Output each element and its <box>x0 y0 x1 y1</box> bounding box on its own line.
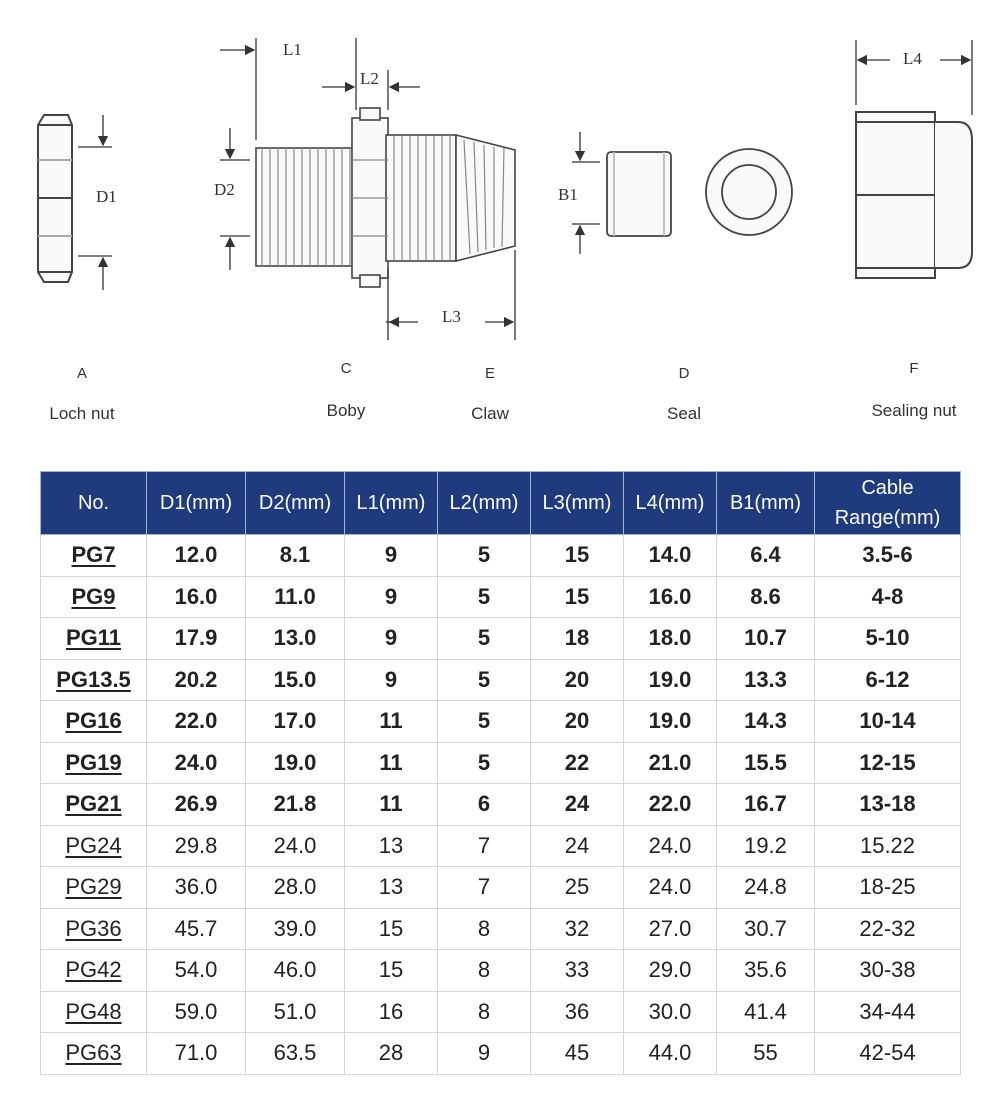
table-cell: 8 <box>438 908 531 950</box>
pg-size-link[interactable]: PG63 <box>41 1033 147 1075</box>
l4-label: L4 <box>903 49 922 68</box>
table-cell: 15.22 <box>815 825 961 867</box>
table-cell: 15.0 <box>246 659 345 701</box>
table-cell: 63.5 <box>246 1033 345 1075</box>
table-cell: 11 <box>345 701 438 743</box>
pg-size-link[interactable]: PG13.5 <box>41 659 147 701</box>
table-cell: 29.8 <box>147 825 246 867</box>
column-header: L4(mm) <box>624 472 717 535</box>
table-cell: 15 <box>531 576 624 618</box>
table-cell: 5 <box>438 535 531 577</box>
table-cell: 21.0 <box>624 742 717 784</box>
table-cell: 4-8 <box>815 576 961 618</box>
table-cell: 24.0 <box>246 825 345 867</box>
table-cell: 10.7 <box>717 618 815 660</box>
table-cell: 5 <box>438 701 531 743</box>
part-f-letter: F <box>909 360 919 377</box>
table-row <box>41 825 961 867</box>
table-cell: 39.0 <box>246 908 345 950</box>
table-cell: 9 <box>345 535 438 577</box>
table-cell: 44.0 <box>624 1033 717 1075</box>
table-cell: 34-44 <box>815 991 961 1033</box>
table-cell: 46.0 <box>246 950 345 992</box>
table-cell: 15 <box>345 950 438 992</box>
table-cell: 8.6 <box>717 576 815 618</box>
part-c-name: Boby <box>326 401 366 420</box>
part-a-letter: A <box>76 365 87 382</box>
column-header: No. <box>41 472 147 535</box>
table-cell: 24.8 <box>717 867 815 909</box>
table-row <box>41 659 961 701</box>
table-cell: 25 <box>531 867 624 909</box>
table-row <box>41 784 961 826</box>
table-cell: 16 <box>345 991 438 1033</box>
table-cell: 42-54 <box>815 1033 961 1075</box>
table-cell: 18.0 <box>624 618 717 660</box>
table-cell: 21.8 <box>246 784 345 826</box>
table-cell: 33 <box>531 950 624 992</box>
table-cell: 10-14 <box>815 701 961 743</box>
pg-size-link[interactable]: PG36 <box>41 908 147 950</box>
column-header: L1(mm) <box>345 472 438 535</box>
table-cell: 30-38 <box>815 950 961 992</box>
table-cell: 7 <box>438 867 531 909</box>
pg-size-link[interactable]: PG7 <box>41 535 147 577</box>
pg-size-link[interactable]: PG19 <box>41 742 147 784</box>
table-cell: 5 <box>438 576 531 618</box>
table-cell: 26.9 <box>147 784 246 826</box>
table-cell: 13 <box>345 825 438 867</box>
table-cell: 24 <box>531 784 624 826</box>
table-cell: 11 <box>345 784 438 826</box>
column-header: D2(mm) <box>246 472 345 535</box>
table-cell: 8 <box>438 991 531 1033</box>
table-cell: 59.0 <box>147 991 246 1033</box>
part-d-name: Seal <box>666 404 702 423</box>
pg-size-link[interactable]: PG29 <box>41 867 147 909</box>
table-cell: 22.0 <box>147 701 246 743</box>
table-cell: 5 <box>438 742 531 784</box>
part-e-name: Claw <box>471 404 509 423</box>
table-cell: 13 <box>345 867 438 909</box>
table-cell: 16.0 <box>624 576 717 618</box>
l2-label: L2 <box>360 69 379 88</box>
table-cell: 54.0 <box>147 950 246 992</box>
table-row <box>41 991 961 1033</box>
table-header-row <box>41 472 961 535</box>
table-cell: 35.6 <box>717 950 815 992</box>
part-e-letter: E <box>484 365 495 382</box>
part-a-name: Loch nut <box>49 404 115 423</box>
table-cell: 28 <box>345 1033 438 1075</box>
table-row <box>41 867 961 909</box>
table-cell: 20 <box>531 659 624 701</box>
table-cell: 16.0 <box>147 576 246 618</box>
table-cell: 7 <box>438 825 531 867</box>
part-c-letter: C <box>340 360 352 377</box>
table-cell: 5-10 <box>815 618 961 660</box>
part-f-name: Sealing nut <box>871 401 957 420</box>
table-cell: 14.0 <box>624 535 717 577</box>
table-cell: 45.7 <box>147 908 246 950</box>
table-cell: 6-12 <box>815 659 961 701</box>
table-cell: 19.2 <box>717 825 815 867</box>
table-cell: 30.7 <box>717 908 815 950</box>
table-row <box>41 742 961 784</box>
table-cell: 15 <box>531 535 624 577</box>
table-cell: 30.0 <box>624 991 717 1033</box>
table-cell: 19.0 <box>624 701 717 743</box>
table-cell: 6 <box>438 784 531 826</box>
table-cell: 17.9 <box>147 618 246 660</box>
table-cell: 45 <box>531 1033 624 1075</box>
table-cell: 36 <box>531 991 624 1033</box>
cable-gland-exploded-diagram <box>0 0 1000 460</box>
table-cell: 24.0 <box>624 825 717 867</box>
table-cell: 8.1 <box>246 535 345 577</box>
table-cell: 41.4 <box>717 991 815 1033</box>
column-header: D1(mm) <box>147 472 246 535</box>
table-cell: 36.0 <box>147 867 246 909</box>
table-cell: 13-18 <box>815 784 961 826</box>
table-cell: 8 <box>438 950 531 992</box>
table-cell: 18 <box>531 618 624 660</box>
d2-label: D2 <box>214 180 235 199</box>
table-row <box>41 576 961 618</box>
table-cell: 32 <box>531 908 624 950</box>
seal-drawing <box>607 149 792 236</box>
table-cell: 13.0 <box>246 618 345 660</box>
table-cell: 29.0 <box>624 950 717 992</box>
table-cell: 20.2 <box>147 659 246 701</box>
table-body <box>41 535 961 1075</box>
table-cell: 20 <box>531 701 624 743</box>
table-cell: 28.0 <box>246 867 345 909</box>
sealing-nut-drawing <box>856 112 972 278</box>
table-cell: 5 <box>438 618 531 660</box>
table-cell: 24.0 <box>624 867 717 909</box>
pg-size-link[interactable]: PG16 <box>41 701 147 743</box>
table-cell: 6.4 <box>717 535 815 577</box>
table-cell: 13.3 <box>717 659 815 701</box>
table-cell: 51.0 <box>246 991 345 1033</box>
pg-size-link[interactable]: PG9 <box>41 576 147 618</box>
table-cell: 15.5 <box>717 742 815 784</box>
column-header: Cable Range(mm) <box>815 472 961 535</box>
pg-size-spec-table <box>40 471 961 1075</box>
table-cell: 12-15 <box>815 742 961 784</box>
table-row <box>41 908 961 950</box>
table-cell: 24 <box>531 825 624 867</box>
table-cell: 9 <box>345 659 438 701</box>
table-cell: 55 <box>717 1033 815 1075</box>
table-cell: 19.0 <box>246 742 345 784</box>
column-header: B1(mm) <box>717 472 815 535</box>
pg-size-link[interactable]: PG24 <box>41 825 147 867</box>
d1-label: D1 <box>96 187 117 206</box>
table-cell: 11.0 <box>246 576 345 618</box>
table-cell: 22.0 <box>624 784 717 826</box>
table-cell: 3.5-6 <box>815 535 961 577</box>
l3-label: L3 <box>442 307 461 326</box>
table-cell: 16.7 <box>717 784 815 826</box>
table-cell: 9 <box>345 576 438 618</box>
table-cell: 12.0 <box>147 535 246 577</box>
table-cell: 22 <box>531 742 624 784</box>
pg-size-link[interactable]: PG48 <box>41 991 147 1033</box>
pg-size-link[interactable]: PG21 <box>41 784 147 826</box>
table-row <box>41 701 961 743</box>
table-cell: 27.0 <box>624 908 717 950</box>
table-cell: 14.3 <box>717 701 815 743</box>
table-row <box>41 535 961 577</box>
b1-label: B1 <box>558 185 578 204</box>
lock-nut-drawing <box>38 115 72 282</box>
table-cell: 5 <box>438 659 531 701</box>
table-row <box>41 1033 961 1075</box>
table-cell: 9 <box>345 618 438 660</box>
table-cell: 15 <box>345 908 438 950</box>
table-cell: 19.0 <box>624 659 717 701</box>
pg-size-link[interactable]: PG11 <box>41 618 147 660</box>
pg-size-link[interactable]: PG42 <box>41 950 147 992</box>
part-d-letter: D <box>678 365 690 382</box>
table-cell: 18-25 <box>815 867 961 909</box>
column-header: L3(mm) <box>531 472 624 535</box>
table-cell: 22-32 <box>815 908 961 950</box>
column-header: L2(mm) <box>438 472 531 535</box>
table-cell: 24.0 <box>147 742 246 784</box>
table-cell: 9 <box>438 1033 531 1075</box>
table-row <box>41 618 961 660</box>
table-cell: 11 <box>345 742 438 784</box>
table-cell: 71.0 <box>147 1033 246 1075</box>
l1-label: L1 <box>283 40 302 59</box>
table-row <box>41 950 961 992</box>
table-cell: 17.0 <box>246 701 345 743</box>
